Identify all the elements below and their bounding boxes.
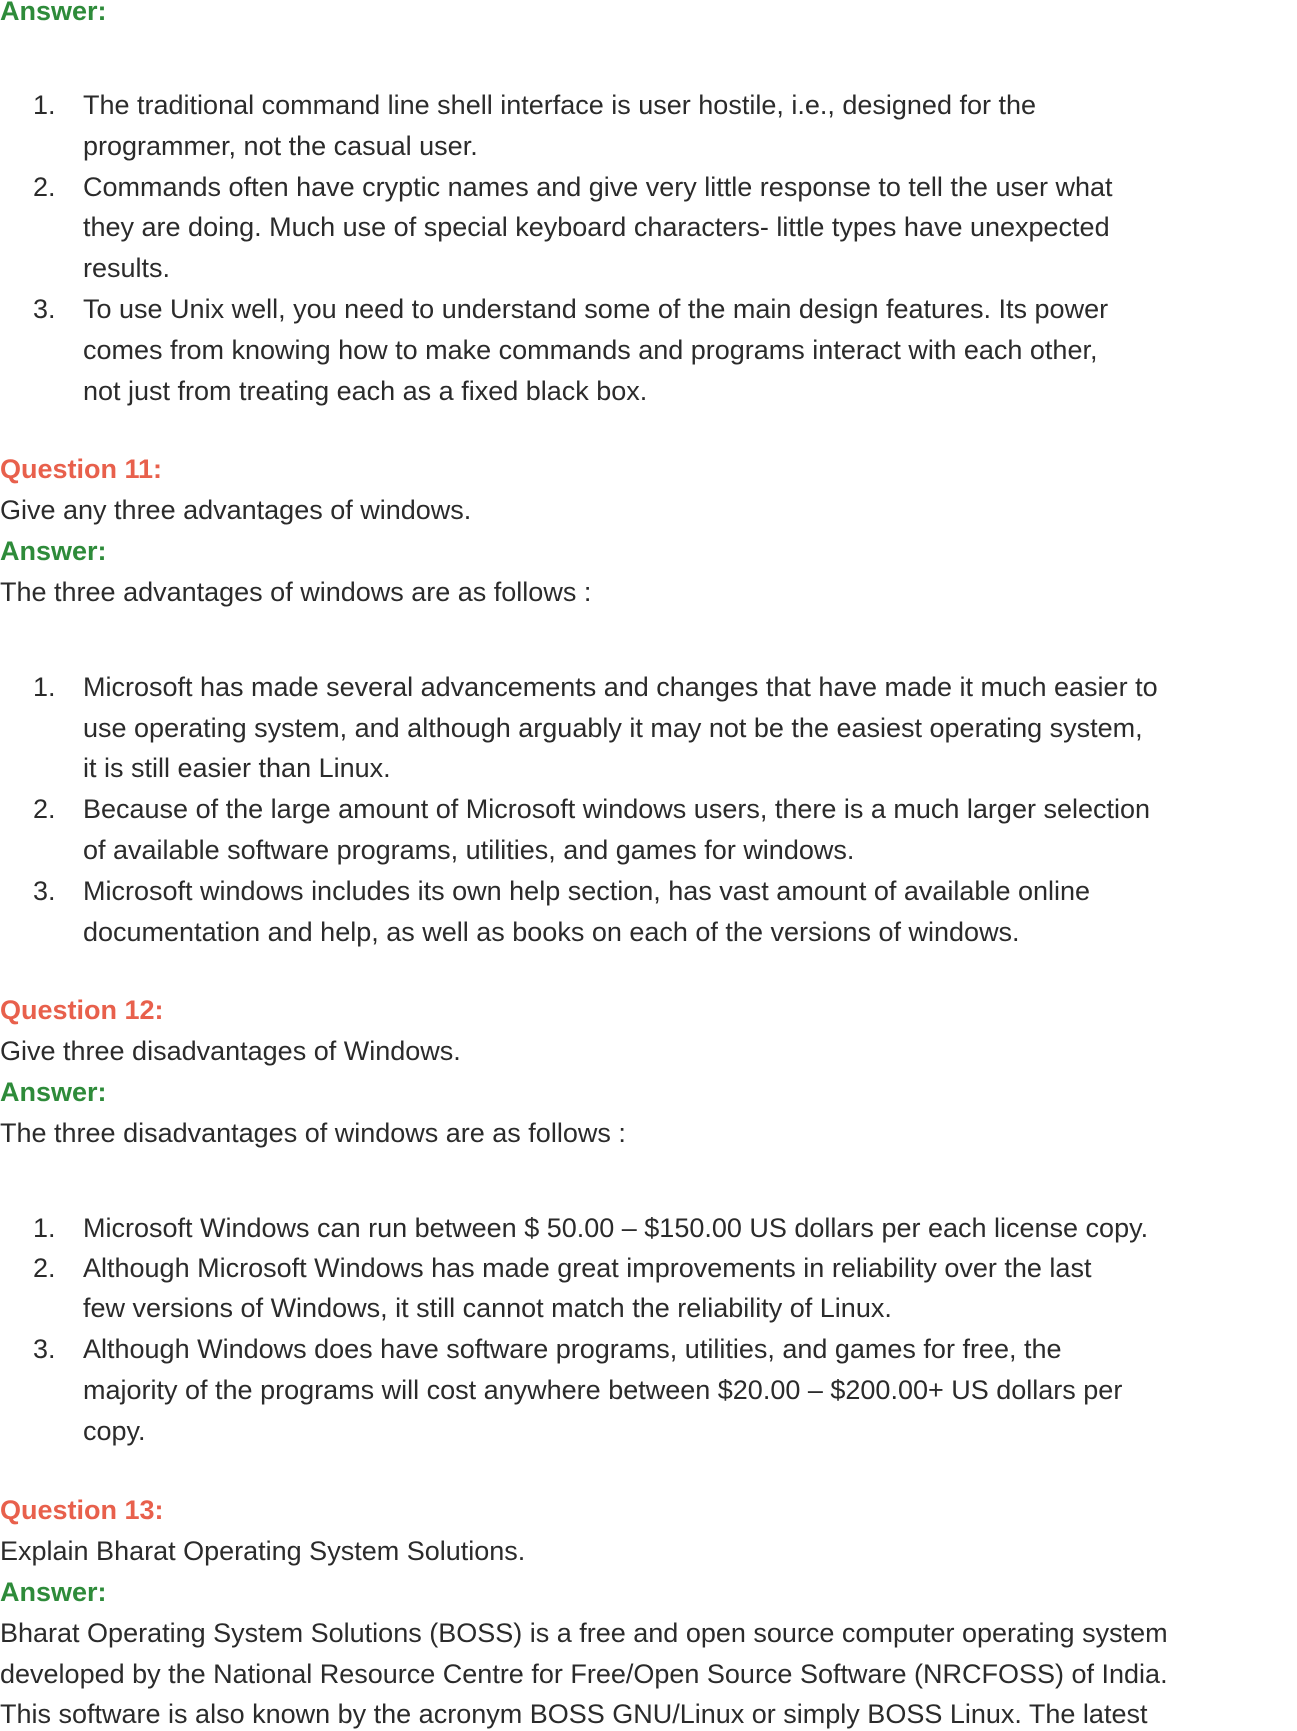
- body-text: Explain Bharat Operating System Solutions.: [0, 1536, 526, 1566]
- paragraph-line: Bharat Operating System Solutions (BOSS) is a free and open source computer operating system: [0, 1618, 1168, 1648]
- answer-heading: Answer:: [0, 1077, 107, 1107]
- list-item-line: Commands often have cryptic names and give very little response to tell the user what: [83, 172, 1113, 202]
- list-item-line: documentation and help, as well as books on each of the versions of windows.: [83, 917, 1020, 947]
- paragraph-line: developed by the National Resource Centre for Free/Open Source Software (NRCFOSS) of India.: [0, 1659, 1168, 1689]
- list-number: 3.: [33, 294, 56, 324]
- question-heading: Question 13:: [0, 1495, 164, 1525]
- list-item-line: Microsoft windows includes its own help section, has vast amount of available online: [83, 876, 1091, 906]
- list-item-line: comes from knowing how to make commands and programs interact with each other,: [83, 335, 1098, 365]
- list-item-line: it is still easier than Linux.: [83, 753, 391, 783]
- list-item-line: copy.: [83, 1416, 146, 1446]
- list-number: 2.: [33, 1253, 56, 1283]
- list-item-line: they are doing. Much use of special keyboard characters- little types have unexpected: [83, 212, 1110, 242]
- list-number: 1.: [33, 672, 56, 702]
- list-item-line: Although Windows does have software programs, utilities, and games for free, the: [83, 1334, 1062, 1364]
- answer-heading: Answer:: [0, 536, 107, 566]
- body-text: Give any three advantages of windows.: [0, 495, 472, 525]
- list-item-line: Because of the large amount of Microsoft windows users, there is a much larger selection: [83, 794, 1151, 824]
- list-number: 2.: [33, 172, 56, 202]
- paragraph-line: This software is also known by the acronym BOSS GNU/Linux or simply BOSS Linux. The latest: [0, 1699, 1148, 1729]
- list-item-line: use operating system, and although arguably it may not be the easiest operating system,: [83, 713, 1143, 743]
- list-number: 3.: [33, 1334, 56, 1364]
- question-heading: Question 11:: [0, 454, 163, 484]
- list-number: 2.: [33, 794, 56, 824]
- list-item-line: few versions of Windows, it still cannot match the reliability of Linux.: [83, 1293, 892, 1323]
- list-item-line: Microsoft Windows can run between $ 50.00 – $150.00 US dollars per each license copy.: [83, 1213, 1149, 1243]
- list-number: 3.: [33, 876, 56, 906]
- body-text: The three advantages of windows are as follows :: [0, 577, 592, 607]
- answer-heading: Answer:: [0, 0, 107, 26]
- list-item-line: majority of the programs will cost anywhere between $20.00 – $200.00+ US dollars per: [83, 1375, 1123, 1405]
- body-text: Give three disadvantages of Windows.: [0, 1036, 461, 1066]
- list-item-line: To use Unix well, you need to understand some of the main design features. Its power: [83, 294, 1109, 324]
- list-number: 1.: [33, 90, 56, 120]
- list-item-line: Although Microsoft Windows has made great improvements in reliability over the last: [83, 1253, 1092, 1283]
- list-number: 1.: [33, 1213, 56, 1243]
- list-item-line: programmer, not the casual user.: [83, 131, 478, 161]
- list-item-line: Microsoft has made several advancements and changes that have made it much easier to: [83, 672, 1158, 702]
- list-item-line: results.: [83, 253, 171, 283]
- answer-heading: Answer:: [0, 1577, 107, 1607]
- question-heading: Question 12:: [0, 995, 164, 1025]
- list-item-line: not just from treating each as a fixed black box.: [83, 376, 648, 406]
- list-item-line: The traditional command line shell interface is user hostile, i.e., designed for the: [83, 90, 1037, 120]
- list-item-line: of available software programs, utilities, and games for windows.: [83, 835, 855, 865]
- body-text: The three disadvantages of windows are as follows :: [0, 1118, 626, 1148]
